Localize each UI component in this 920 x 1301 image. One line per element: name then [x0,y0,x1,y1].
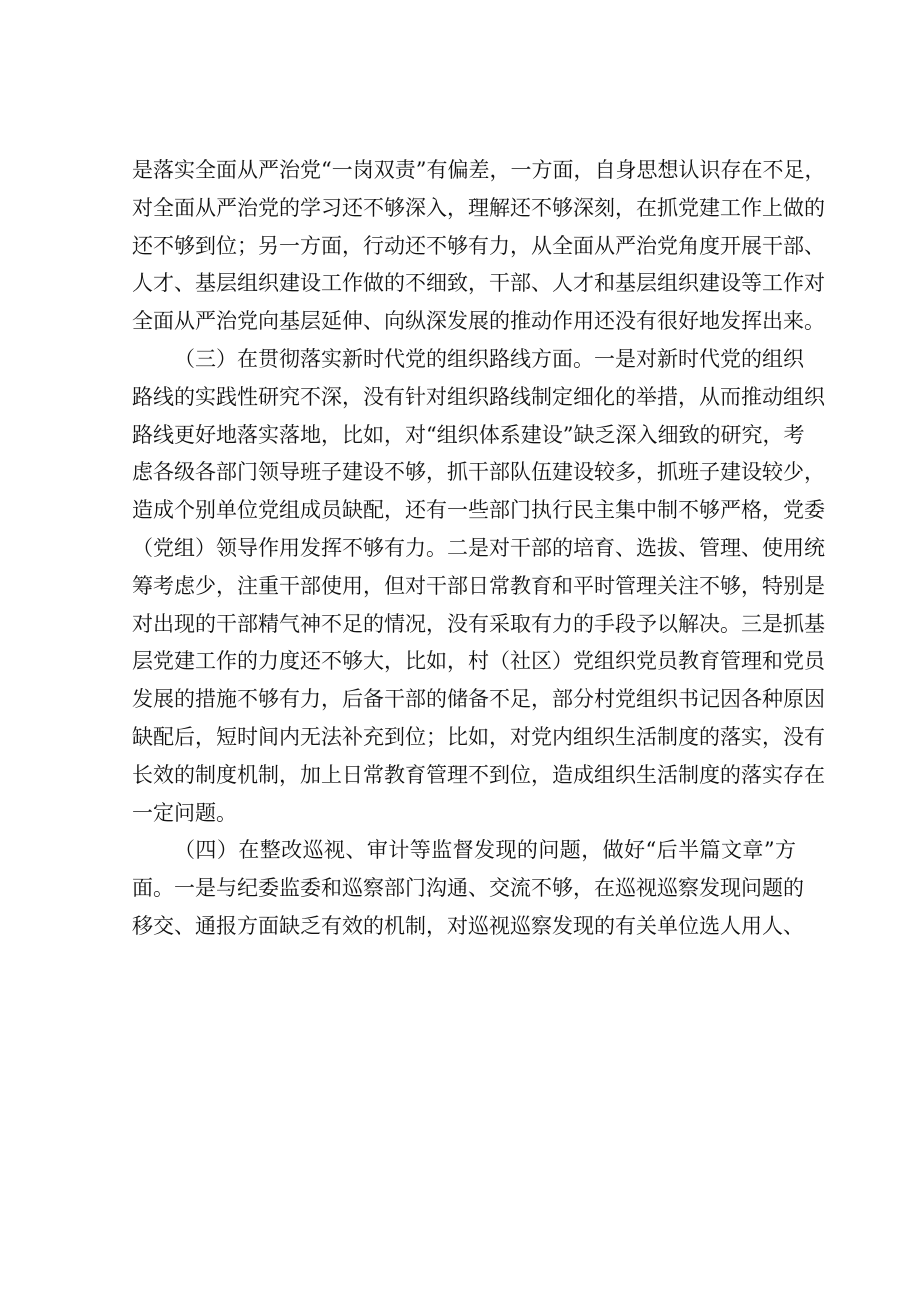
text-line: 发展的措施不够有力，后备干部的储备不足，部分村党组织书记因各种原因 [132,687,825,712]
text-line: 筹考虑少，注重干部使用，但对干部日常教育和平时管理关注不够，特别是 [132,573,825,598]
text-line: 对出现的干部精气神不足的情况，没有采取有力的手段予以解决。三是抓基 [132,611,825,636]
text-line: 虑各级各部门领导班子建设不够，抓干部队伍建设较多，抓班子建设较少， [132,460,825,485]
text-line: 造成个别单位党组成员缺配，还有一些部门执行民主集中制不够严格，党委 [132,498,825,523]
text-line: 移交、通报方面缺乏有效的机制，对巡视巡察发现的有关单位选人用人、 [132,913,804,938]
text-line: 还不够到位；另一方面，行动还不够有力，从全面从严治党角度开展干部、 [132,233,825,258]
text-line: 全面从严治党向基层延伸、向纵深发展的推动作用还没有很好地发挥出来。 [132,309,825,334]
text-line: 对全面从严治党的学习还不够深入，理解还不够深刻，在抓党建工作上做的 [132,195,825,220]
paragraph-2 [132,341,825,832]
paragraph-1 [132,152,826,341]
text-line: 缺配后，短时间内无法补充到位；比如，对党内组织生活制度的落实，没有 [132,724,825,749]
text-line: 一定问题。 [132,800,237,825]
document-page [132,152,826,946]
text-line: 面。一是与纪委监委和巡察部门沟通、交流不够，在巡视巡察发现问题的 [132,876,804,901]
text-line: 是落实全面从严治党“一岗双责”有偏差，一方面，自身思想认识存在不足， [132,158,826,182]
text-line: （党组）领导作用发挥不够有力。二是对干部的培育、选拔、管理、使用统 [132,535,825,560]
text-line: 层党建工作的力度还不够大，比如，村（社区）党组织党员教育管理和党员 [132,649,825,674]
text-line: 路线更好地落实落地，比如，对“组织体系建设”缺乏深入细致的研究，考 [132,422,805,447]
text-line: （四）在整改巡视、审计等监督发现的问题，做好“后半篇文章”方 [174,838,796,863]
text-line: 路线的实践性研究不深，没有针对组织路线制定细化的举措，从而推动组织 [132,384,825,409]
text-line: 长效的制度机制，加上日常教育管理不到位，造成组织生活制度的落实存在 [132,762,825,787]
text-line: 人才、基层组织建设工作做的不细致，干部、人才和基层组织建设等工作对 [132,271,825,296]
text-line: （三）在贯彻落实新时代党的组织路线方面。一是对新时代党的组织 [174,346,804,371]
paragraph-3 [132,832,804,945]
